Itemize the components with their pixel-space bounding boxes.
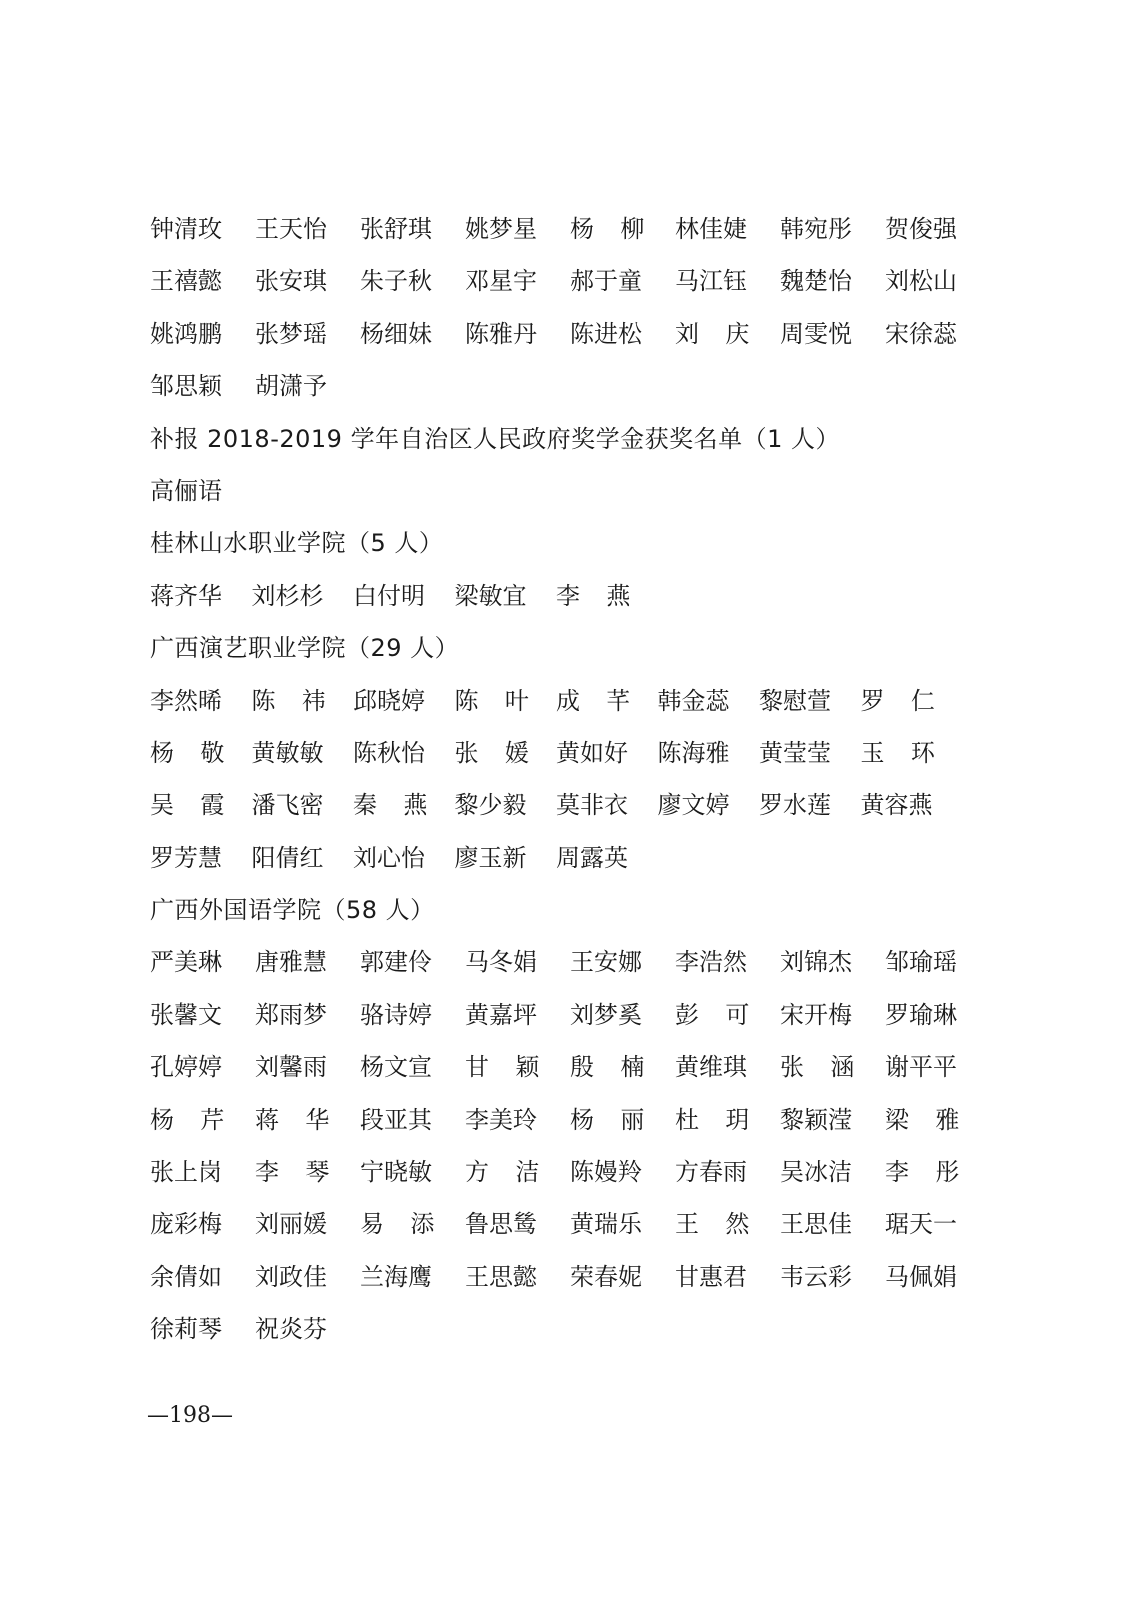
student-name: 刘政佳 — [255, 1262, 327, 1291]
student-name: 黎慰萱 — [759, 686, 831, 715]
student-name: 黎颖滢 — [780, 1105, 852, 1134]
student-name: 王禧懿 — [150, 267, 222, 296]
student-name: 阳倩红 — [251, 843, 324, 872]
student-name: 李浩然 — [675, 948, 747, 977]
student-name: 朱子秋 — [360, 267, 432, 296]
student-name: 兰海鹰 — [360, 1262, 432, 1291]
student-name: 易添 — [360, 1210, 461, 1239]
section-heading: 广西演艺职业学院（29 人） — [150, 634, 460, 663]
student-name: 黄莹莹 — [759, 738, 831, 767]
student-name: 李燕 — [556, 581, 657, 610]
student-name: 方春雨 — [675, 1158, 747, 1187]
student-name: 廖玉新 — [454, 843, 527, 872]
student-name: 邱晓婷 — [353, 686, 425, 715]
name-row — [150, 360, 990, 412]
student-name: 荣春妮 — [570, 1262, 642, 1291]
student-name: 李然晞 — [150, 686, 222, 715]
section-guilin-shanshui — [150, 517, 990, 622]
student-name: 刘杉杉 — [251, 581, 324, 610]
student-name: 严美琳 — [150, 948, 222, 977]
student-name: 王天怡 — [255, 215, 327, 243]
student-name: 李美玲 — [465, 1105, 537, 1134]
name-row — [150, 255, 990, 307]
student-name: 陈海雅 — [657, 738, 730, 767]
student-name: 罗芳慧 — [150, 843, 222, 872]
student-name: 宋徐蕊 — [885, 319, 957, 348]
student-name: 徐莉琴 — [150, 1315, 222, 1344]
name-list-continued — [150, 203, 990, 413]
student-name: 钟清玫 — [150, 215, 222, 243]
section-heading: 广西外国语学院（58 人） — [150, 896, 435, 925]
section-waiguoyu — [150, 884, 990, 1356]
name-row — [150, 989, 990, 1041]
student-name: 张涵 — [780, 1053, 881, 1082]
student-name: 姚鸿鹏 — [150, 319, 222, 348]
student-name: 潘飞密 — [251, 791, 324, 820]
student-name: 甘惠君 — [675, 1262, 747, 1291]
student-name: 黄如好 — [556, 738, 628, 767]
student-name: 刘庆 — [675, 319, 776, 348]
student-name: 杨柳 — [570, 215, 671, 243]
name-row — [150, 1198, 990, 1250]
student-name: 胡潇予 — [255, 372, 327, 401]
student-name: 张舒琪 — [360, 215, 432, 243]
student-name: 刘松山 — [885, 267, 957, 296]
student-name: 廖文婷 — [657, 791, 730, 820]
student-name: 韩宛彤 — [780, 215, 852, 243]
student-name: 王安娜 — [570, 948, 642, 977]
name-row — [150, 936, 990, 988]
student-name: 琚天一 — [885, 1210, 957, 1239]
student-name: 吴冰洁 — [780, 1158, 852, 1187]
student-name: 杨芹 — [150, 1105, 251, 1134]
student-name: 玉环 — [860, 738, 962, 767]
student-name: 莫非衣 — [556, 791, 628, 820]
student-name: 段亚其 — [360, 1105, 432, 1134]
name-row — [150, 1251, 990, 1303]
student-name: 陈祎 — [251, 686, 353, 715]
student-name: 杨敬 — [150, 738, 251, 767]
student-name: 黄瑞乐 — [570, 1210, 642, 1239]
section-yanyi — [150, 622, 990, 884]
student-name: 宁晓敏 — [360, 1158, 432, 1187]
student-name: 杨文宣 — [360, 1053, 432, 1082]
name-row — [150, 675, 962, 727]
name-row — [150, 727, 962, 779]
student-name: 杨丽 — [570, 1105, 671, 1134]
student-name: 彭可 — [675, 1000, 776, 1029]
student-name: 黄嘉坪 — [465, 1000, 537, 1029]
student-name: 刘锦杰 — [780, 948, 852, 977]
page-number: —198— — [147, 1403, 233, 1428]
student-name: 成芊 — [556, 686, 657, 715]
student-name: 罗水莲 — [759, 791, 831, 820]
student-name: 方洁 — [465, 1158, 566, 1187]
student-name: 贺俊强 — [885, 215, 957, 243]
name-row — [150, 465, 990, 517]
student-name: 黄维琪 — [675, 1053, 747, 1082]
student-name: 宋开梅 — [780, 1000, 852, 1029]
section-heading: 桂林山水职业学院（5 人） — [150, 529, 444, 558]
section-heading: 补报 2018-2019 学年自治区人民政府奖学金获奖名单（1 人） — [150, 424, 840, 453]
student-name: 郑雨梦 — [255, 1000, 327, 1029]
student-name: 邹思颖 — [150, 372, 222, 401]
student-name: 刘心怡 — [353, 843, 425, 872]
name-row — [150, 1303, 990, 1355]
student-name: 骆诗婷 — [360, 1000, 432, 1029]
student-name: 张上岗 — [150, 1158, 222, 1187]
name-row — [150, 1041, 990, 1093]
student-name: 孔婷婷 — [150, 1053, 222, 1082]
student-name: 谢平平 — [885, 1053, 957, 1082]
name-row — [150, 308, 990, 360]
student-name: 陈进松 — [570, 319, 642, 348]
student-name: 周雯悦 — [780, 319, 852, 348]
student-name: 吴霞 — [150, 791, 251, 820]
student-name: 陈叶 — [454, 686, 556, 715]
student-name: 唐雅慧 — [255, 948, 327, 977]
student-name: 梁敏宜 — [454, 581, 527, 610]
name-row — [150, 779, 962, 831]
student-name: 秦燕 — [353, 791, 454, 820]
name-row — [150, 832, 962, 884]
student-name: 王思懿 — [465, 1262, 537, 1291]
student-name: 张馨文 — [150, 1000, 222, 1029]
student-name: 庞彩梅 — [150, 1210, 222, 1239]
student-name: 王思佳 — [780, 1210, 852, 1239]
name-row — [150, 1094, 990, 1146]
student-name: 马江钰 — [675, 267, 747, 296]
name-row — [150, 203, 990, 255]
name-row — [150, 570, 962, 622]
student-name: 姚梦星 — [465, 215, 537, 243]
student-name: 李琴 — [255, 1158, 356, 1187]
student-name: 罗仁 — [860, 686, 962, 715]
student-name: 邹瑜瑶 — [885, 948, 957, 977]
student-name: 韦云彩 — [780, 1262, 852, 1291]
name-row — [150, 1146, 990, 1198]
student-name: 黎少毅 — [454, 791, 527, 820]
student-name: 马冬娟 — [465, 948, 537, 977]
document-body — [150, 203, 990, 1356]
student-name: 郭建伶 — [360, 948, 432, 977]
student-name: 杨细妹 — [360, 319, 432, 348]
student-name: 刘丽媛 — [255, 1210, 327, 1239]
student-name: 张媛 — [454, 738, 556, 767]
student-name: 郝于童 — [570, 267, 642, 296]
student-name: 梁雅 — [885, 1105, 986, 1134]
student-name: 祝炎芬 — [255, 1315, 327, 1344]
student-name: 韩金蕊 — [657, 686, 730, 715]
student-name: 陈嫚羚 — [570, 1158, 642, 1187]
student-name: 余倩如 — [150, 1262, 222, 1291]
student-name: 林佳婕 — [675, 215, 747, 243]
student-name: 陈雅丹 — [465, 319, 537, 348]
student-name: 高俪语 — [150, 476, 222, 505]
student-name: 蒋华 — [255, 1105, 356, 1134]
student-name: 周露英 — [556, 843, 628, 872]
student-name: 王然 — [675, 1210, 776, 1239]
student-name: 马佩娟 — [885, 1262, 957, 1291]
student-name: 邓星宇 — [465, 267, 537, 296]
student-name: 鲁思鸶 — [465, 1210, 537, 1239]
student-name: 白付明 — [353, 581, 425, 610]
student-name: 刘梦奚 — [570, 1000, 642, 1029]
student-name: 黄容燕 — [860, 791, 933, 820]
student-name: 张梦瑶 — [255, 319, 327, 348]
student-name: 刘馨雨 — [255, 1053, 327, 1082]
student-name: 张安琪 — [255, 267, 327, 296]
student-name: 李彤 — [885, 1158, 986, 1187]
student-name: 黄敏敏 — [251, 738, 324, 767]
student-name: 杜玥 — [675, 1105, 776, 1134]
student-name: 殷楠 — [570, 1053, 671, 1082]
student-name: 罗瑜琳 — [885, 1000, 957, 1029]
student-name: 陈秋怡 — [353, 738, 425, 767]
student-name: 蒋齐华 — [150, 581, 222, 610]
student-name: 魏楚怡 — [780, 267, 852, 296]
student-name: 甘颖 — [465, 1053, 566, 1082]
section-makeup-award — [150, 413, 990, 518]
